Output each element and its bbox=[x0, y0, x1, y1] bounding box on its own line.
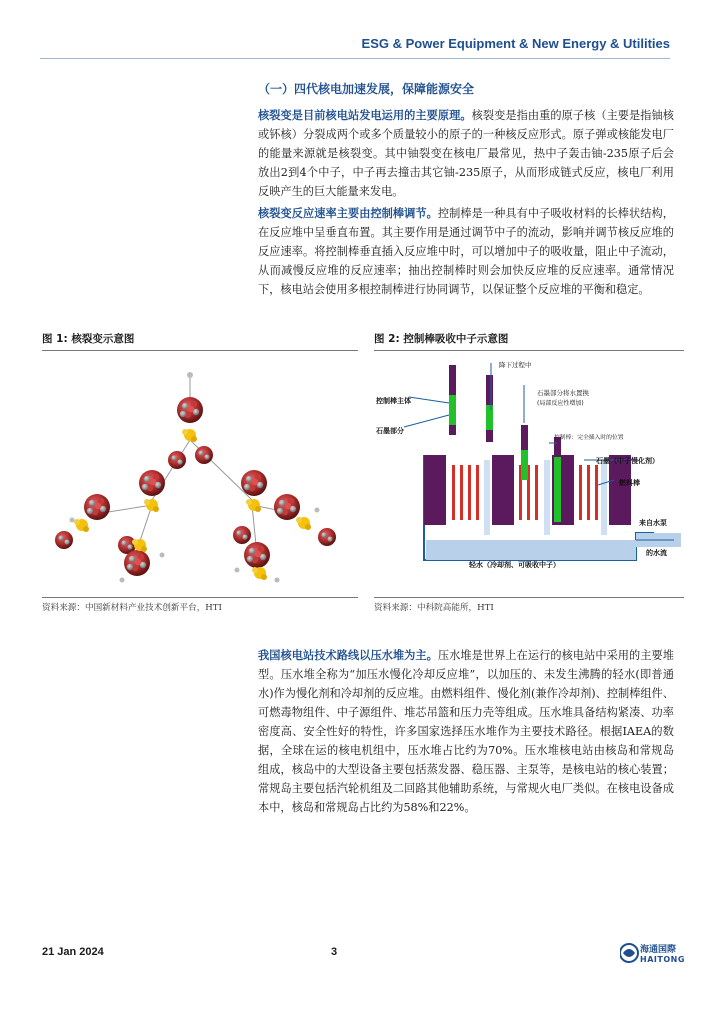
uranium-nucleus bbox=[241, 470, 267, 496]
uranium-nucleus bbox=[244, 542, 270, 568]
paragraph-pwr bbox=[258, 646, 674, 817]
control-rod-diagram bbox=[374, 355, 684, 595]
figure1-title: 图 1: 核裂变示意图 bbox=[42, 333, 135, 345]
paragraph-control-rod bbox=[258, 204, 674, 299]
section-title: （一）四代核电加速发展，保障能源安全 bbox=[258, 82, 475, 96]
label-down: 降下过程中 bbox=[499, 361, 532, 369]
figure1-bottom-rule bbox=[42, 597, 358, 598]
neutron-icon bbox=[187, 372, 193, 378]
logo-text-cn: 海通国際 bbox=[640, 945, 677, 955]
fission-burst bbox=[144, 499, 159, 512]
fission-burst bbox=[74, 519, 89, 532]
label-rod-body: 控制棒主体 bbox=[376, 397, 411, 405]
uranium-nucleus bbox=[139, 470, 165, 496]
header-title: ESG & Power Equipment & New Energy & Utilities bbox=[361, 36, 670, 51]
fragment-nucleus bbox=[195, 446, 213, 464]
paragraph-lead: 核裂变反应速率主要由控制棒调节。 bbox=[258, 207, 438, 220]
paragraph-body: 控制棒是一种具有中子吸收材料的长棒状结构，在反应堆中呈垂直布置。其主要作用是通过调节中子的流动，影响并调节核反应堆的反应速率。将控制棒垂直插入反应堆中时，可以增加中子的吸收量，阻止中子流动，从而减慢反应堆的反应速率；抽出控制棒时则会加快反应堆的反应速率。通常情况下，核电站会使用多根控制棒进行协同调节，以保证整个反应堆的平衡和稳定。 bbox=[258, 207, 674, 296]
paragraph-body: 核裂变是指由重的原子核（主要是指铀核或钚核）分裂成两个或多个质量较小的原子的一种核反应形式。原子弹或核能发电厂的能量来源就是核裂变。其中铀裂变在核电厂最常见，热中子轰击铀-235原子后会放出2到4个中子，中子再去撞击其它铀-235原子，从而形成链式反应，核电厂利用反映产生的巨大能量来发电。 bbox=[258, 109, 674, 198]
paragraph-body: 压水堆是世界上在运行的核电站中采用的主要堆型。压水堆全称为“加压水慢化冷却反应堆”，以加压的、未发生沸腾的轻水(即普通水)作为慢化剂和冷却剂的反应堆。由燃料组件、慢化剂(兼作冷却剂)、控制棒组件、可燃毒物组件、中子源组件、堆芯吊篮和压力壳等组成。压水堆具备结构紧凑、功率密度高、安全性好的特性，许多国家选择压水堆作为主要技术路径。根据IAEA的数据，全球在运的核电机组中，压水堆占比约为70%。压水堆核电站由核岛和常规岛组成，核岛中的大型设备主要包括蒸发器、稳压器、主泵等，是核电站的核心装置；常规岛主要包括汽轮机组及二回路其他辅助系统，与常规火电厂类似。在核电设备成本中，核岛和常规岛占比约为58%和22%。 bbox=[258, 649, 674, 814]
label-water: 轻水（冷却剂、可吸收中子） bbox=[469, 561, 560, 569]
fragment-nucleus bbox=[55, 531, 73, 549]
label-moderator: 石墨（中子慢化剂） bbox=[596, 457, 659, 465]
header-divider bbox=[40, 58, 670, 59]
fission-diagram bbox=[42, 355, 358, 595]
fragment-nucleus bbox=[168, 451, 186, 469]
label-full-insert: 控制棒：完全插入时的位置 bbox=[554, 435, 624, 441]
fission-burst bbox=[296, 517, 311, 530]
logo-text-en: HAITONG bbox=[640, 955, 685, 964]
page-number: 3 bbox=[331, 946, 338, 958]
paragraph-lead: 核裂变是目前核电站发电运用的主要原理。 bbox=[258, 109, 472, 122]
paragraph-lead: 我国核电站技术路线以压水堆为主。 bbox=[258, 649, 438, 662]
label-fuel: 燃料棒 bbox=[619, 479, 640, 487]
fragment-nucleus bbox=[318, 528, 336, 546]
figure2-title: 图 2: 控制棒吸收中子示意图 bbox=[374, 333, 509, 345]
fission-burst bbox=[246, 499, 261, 512]
figure2-source: 资料来源：中科院高能所，HTI bbox=[374, 603, 494, 613]
label-replace: 石墨部分将水置换 bbox=[537, 389, 589, 397]
uranium-nucleus bbox=[124, 550, 150, 576]
figure2-bottom-rule bbox=[374, 597, 684, 598]
label-graphite: 石墨部分 bbox=[376, 427, 404, 435]
footer-date: 21 Jan 2024 bbox=[42, 946, 104, 958]
uranium-nucleus bbox=[84, 494, 110, 520]
water-band bbox=[426, 540, 636, 560]
fission-burst bbox=[182, 429, 197, 442]
uranium-nucleus bbox=[274, 494, 300, 520]
figure2-top-rule bbox=[374, 350, 684, 351]
label-replace-sub: (局部反应性增加) bbox=[537, 400, 584, 407]
paragraph-fission bbox=[258, 106, 674, 201]
label-pump-2: 的水流 bbox=[646, 549, 667, 557]
fission-burst bbox=[252, 567, 267, 580]
label-pump: 来自水泵 bbox=[639, 519, 667, 527]
figure1-top-rule bbox=[42, 350, 358, 351]
uranium-nucleus bbox=[177, 397, 203, 423]
figure1-source: 资料来源：中国新材料产业技术创新平台，HTI bbox=[42, 603, 222, 613]
fragment-nucleus bbox=[233, 526, 251, 544]
